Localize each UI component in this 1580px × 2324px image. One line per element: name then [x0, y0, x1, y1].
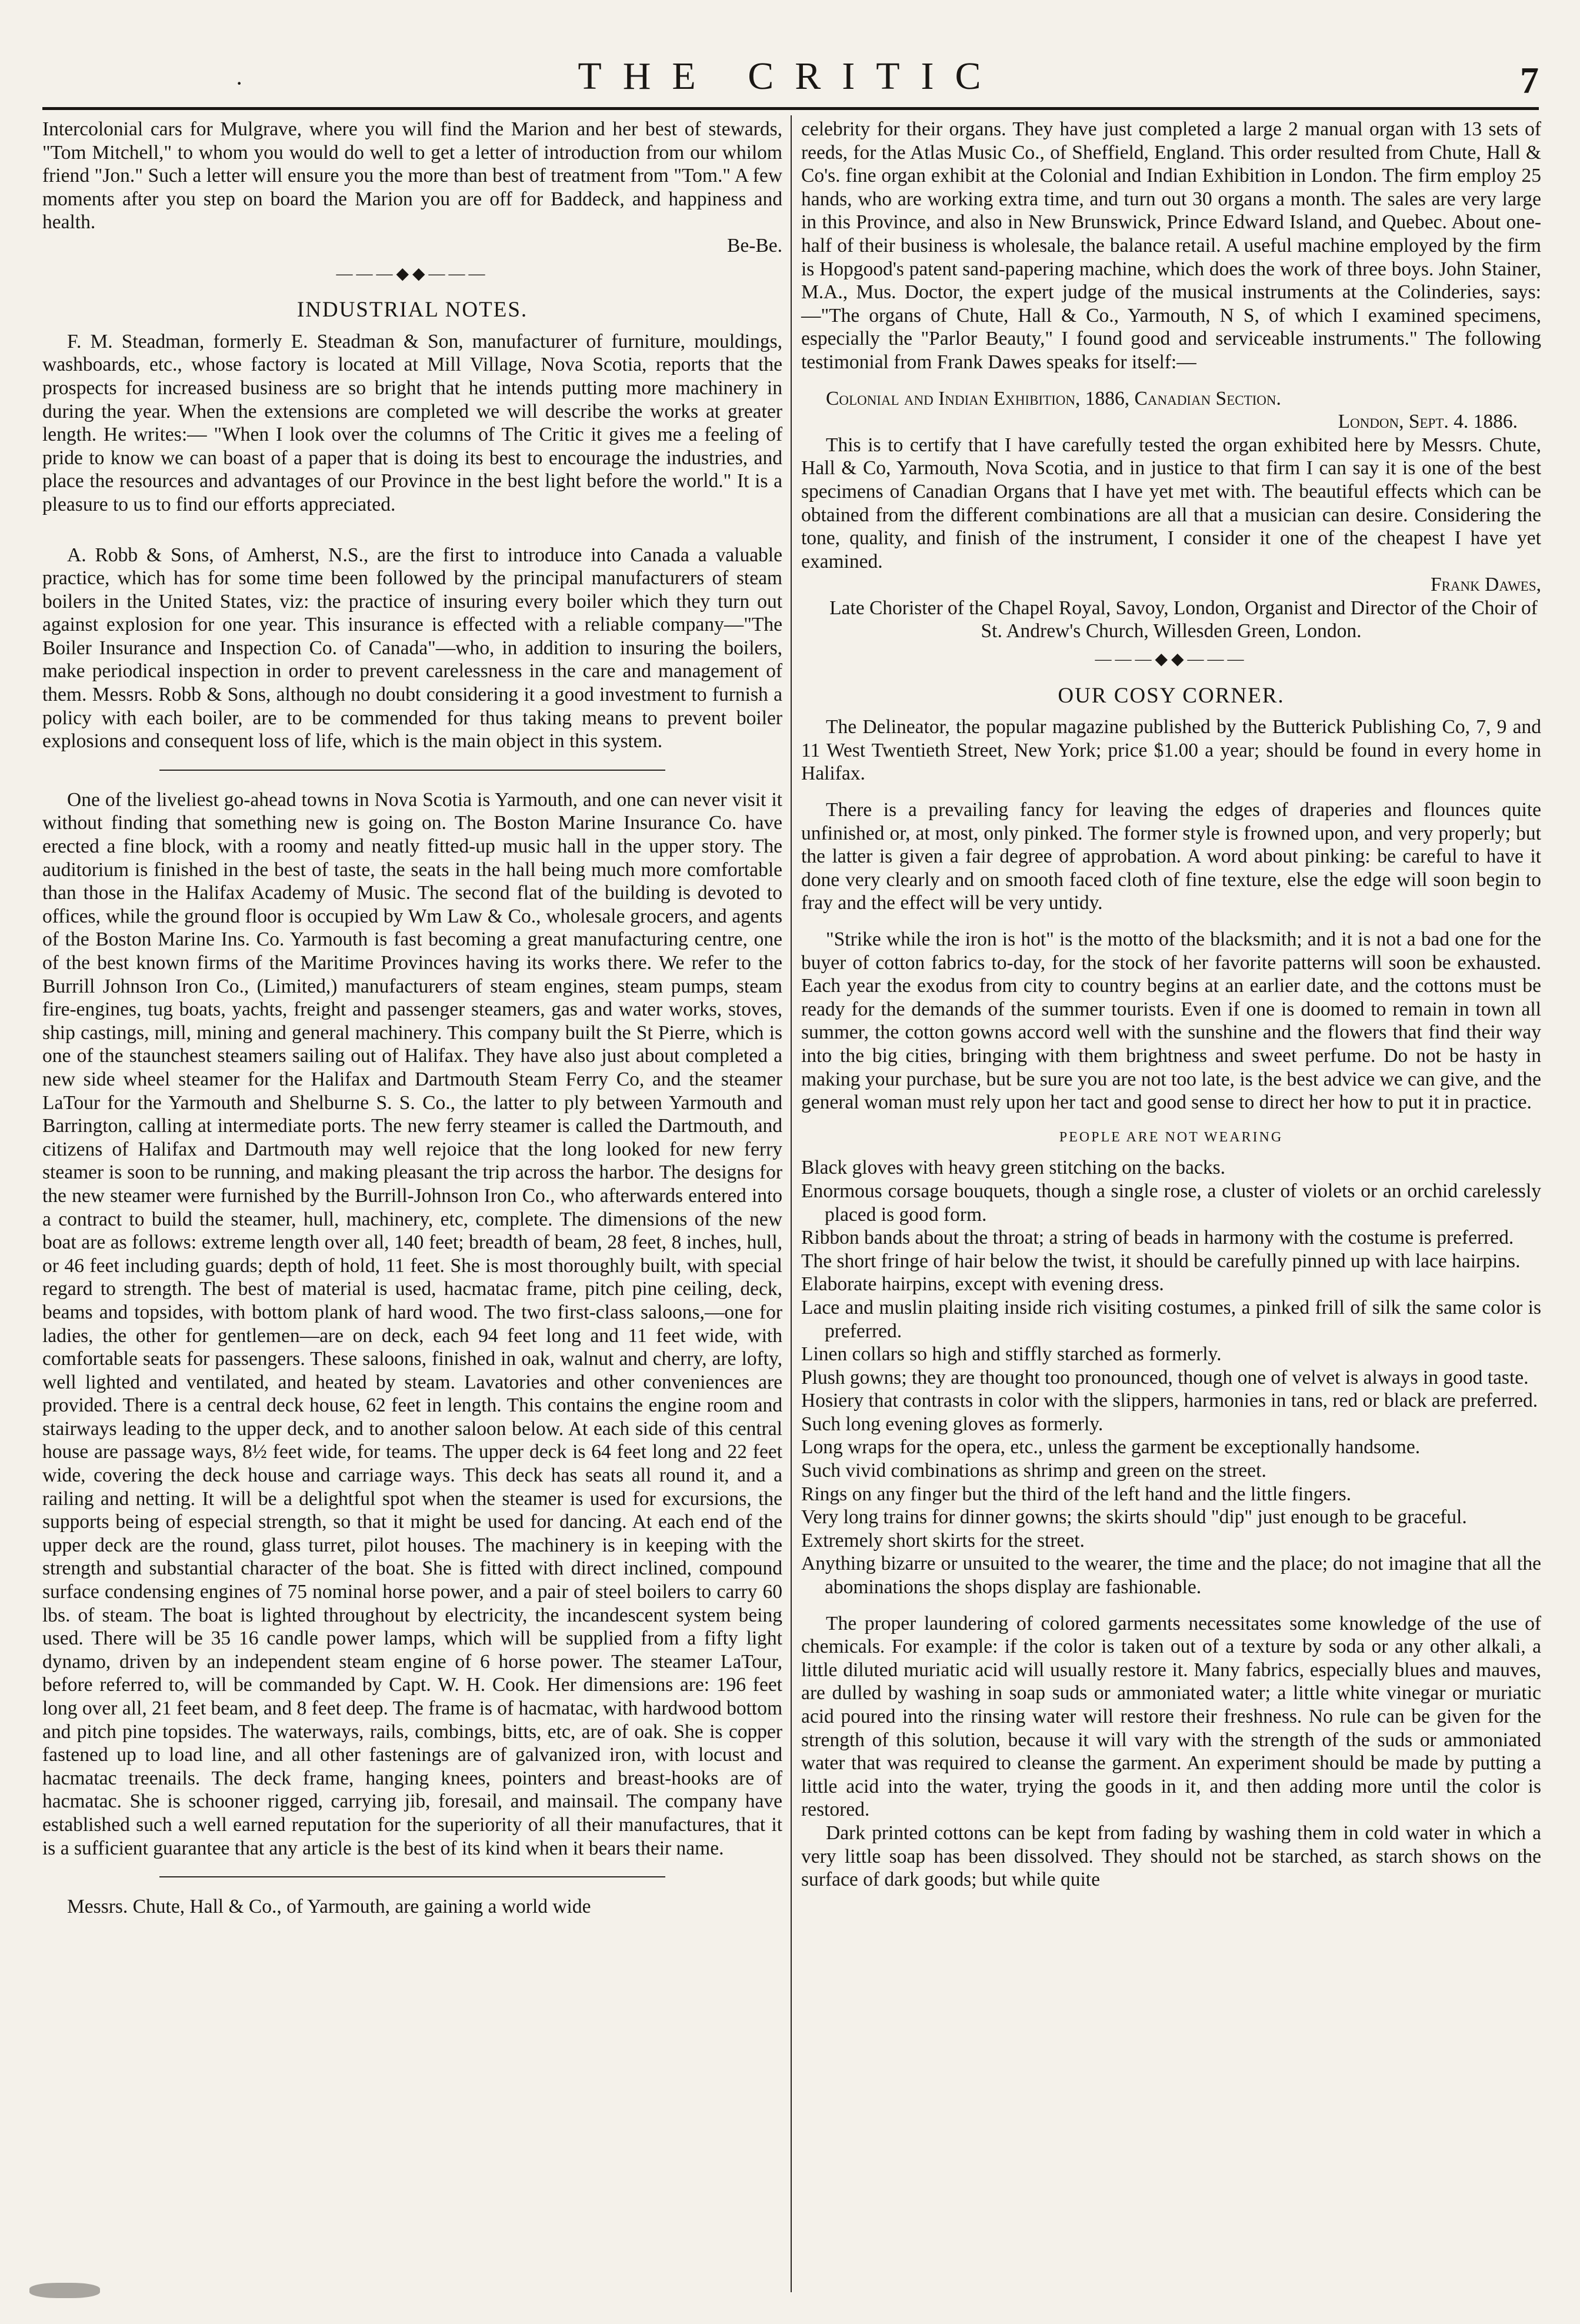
article-steadman: F. M. Steadman, formerly E. Steadman & Son, manufacturer of furniture, mouldings, washboards, etc., whose factory is located at Mill Village, Nova Scotia, reports that the prospects for increased business are so bright that he intends putting more machinery in during the year. When the extensions are completed we will describe the works at greater length. He writes:— "When I look over the columns of The Critic it gives me a feeling of pride to know we can boast of a paper that is doing its best to encourage the industries, and place the resources and advantages of our Province in the best light before the world." It is a pleasure to us to find our efforts appreciated.	[42, 330, 782, 515]
article-robb: A. Robb & Sons, of Amherst, N.S., are the first to introduce into Canada a valuable practice, which has for some time been followed by the principal manufacturers of steam boilers in the United States, viz: the practice of insuring every boiler which they turn out against explosion for one year. This insurance is effected with a reliable company—"The Boiler Insurance and Inspection Co. of Canada"—who, in addition to insuring the boilers, make periodical inspection in order to prevent carelessness in the care and management of them. Messrs. Robb & Sons, although no doubt considering it a good investment to furnish a policy with each boiler, are to be commended for thus taking means to prevent boiler explosions and consequent loss of life, which is the main object in this system.	[42, 544, 782, 753]
not-wearing-item: Enormous corsage bouquets, though a single rose, a cluster of violets or an orchid carelessly placed is good form.	[801, 1180, 1541, 1226]
section-ornament: ———◆◆———	[336, 264, 489, 283]
article-separator	[159, 1876, 665, 1877]
exhibition-line: Colonial and Indian Exhibition, 1886, Canadian Section.	[826, 387, 1281, 409]
article-yarmouth: One of the liveliest go-ahead towns in Nova Scotia is Yarmouth, and one can never visit it without finding that something new is going on. The Boston Marine Insurance Co. have erected a fine block, with a roomy and neatly fitted-up music hall in the upper story. The auditorium is finished in the best of taste, the seats in the hall being much more comfortable than those in the Halifax Academy of Music. The second flat of the building is devoted to offices, while the ground floor is occupied by Wm Law & Co., wholesale grocers, and agents of the Boston Marine Ins. Co. Yarmouth is fast becoming a great manufacturing centre, one of the best known firms of the Maritime Provinces having its works there. We refer to the Burrill Johnson Iron Co., (Limited,) manufacturers of steam engines, steam pumps, steam fire-engines, tug boats, yachts, freight and passenger steamers, gas and water works, stoves, ship castings, mill, mining and general machinery. This company built the St Pierre, which is one of the staunchest steamers sailing out of Halifax. They have also just about completed a new side wheel steamer for the Halifax and Dartmouth Steam Ferry Co, and the steamer LaTour for the Yarmouth and Shelburne S. S. Co., the latter to ply between Yarmouth and Barrington, calling at intermediate ports. The new ferry steamer is called the Dartmouth, and citizens of Halifax and Dartmouth may well rejoice that the long looked for new ferry steamer is soon to be running, and making pleasant the trip across the harbor. The designs for the new steamer were furnished by the Burrill-Johnson Iron Co., who afterwards entered into a contract to build the steamer, hull, machinery, etc, complete. The dimensions of the new boat are as follows: extreme length over all, 140 feet; breadth of beam, 28 feet, 8 inches, hull, or 46 feet including guards; depth of hold, 11 feet. She is most thoroughly built, with special regard to strength. The best of material is used, hacmatac frame, pitch pine ceiling, deck, beams and topsides, with bottom plank of hard wood. The two first-class saloons,—one for ladies, the other for gentlemen—are on deck, each 94 feet long and 11 feet wide, with comfortable seats for passengers. These saloons, finished in oak, walnut and cherry, are lofty, well lighted and ventilated, and heated by steam. Lavatories and other conveniences are provided. There is a central deck house, 62 feet in length. This contains the engine room and stairways leading to the upper deck, and to another saloon below. At each side of this central house are passage ways, 8½ feet wide, for teams. The upper deck is 64 feet long and 22 feet wide, covering the deck house and carriage ways. This deck has seats all round it, and a railing and netting. It will be a delightful spot when the steamer is used for excursions, the supports being of especial strength, so that it might be used for dancing. At each end of the upper deck are the round, glass turret, pilot houses. The machinery is in keeping with the strength and substantial character of the boat. She is fitted with direct inclined, compound surface condensing engines of 75 nominal horse power, and a pair of steel boilers to carry 60 lbs. of steam. The boat is lighted throughout by electricity, the incandescent system being used. There will be 35 16 candle power lamps, which will be supplied from a fifty light dynamo, driven by an independent steam engine of 6 horse power. The steamer LaTour, before referred to, will be commanded by Capt. W. H. Cook. Her dimensions are: 196 feet long over all, 21 feet beam, and 8 feet deep. The frame is of hacmatac, with hardwood bottom and pitch pine topsides. The waterways, rails, combings, bitts, etc, are of oak. She is copper fastened up to load line, and all other fastenings are of galvanized iron, with locust and hacmatac treenails. The deck frame, hanging knees, pointers and breast-hooks are of hacmatac. She is schooner rigged, carrying jib, foresail, and mainsail. The company have established such a well earned reputation for the superiority of all their manufactures, that it is a sufficient guarantee that any article is the best of its kind when it bears their name.	[42, 788, 782, 1859]
not-wearing-item: Lace and muslin plaiting inside rich visiting costumes, a pinked frill of silk the same color is preferred.	[801, 1296, 1541, 1342]
header-dot: ·	[235, 70, 244, 96]
left-column	[42, 118, 782, 1919]
not-wearing-item: Such vivid combinations as shrimp and green on the street.	[801, 1460, 1266, 1482]
not-wearing-item: The short fringe of hair below the twist, it should be carefully pinned up with lace hairpins.	[801, 1250, 1521, 1272]
not-wearing-item: Extremely short skirts for the street.	[801, 1529, 1085, 1551]
article-separator	[159, 770, 665, 771]
page-number: 7	[1520, 59, 1539, 101]
right-column	[801, 118, 1541, 1892]
cosy-delineator: The Delineator, the popular magazine published by the Butterick Publishing Co, 7, 9 and 11 West Twentieth Street, New York; price $1.00 a year; should be found in every home in Halifax.	[801, 716, 1541, 785]
header-rule	[42, 107, 1539, 110]
cosy-corner-heading: OUR COSY CORNER.	[1058, 683, 1285, 708]
intro-paragraph: Intercolonial cars for Mulgrave, where you will find the Marion and her best of stewards, "Tom Mitchell," to whom you would do well to get a letter of introduction from our whilom friend "Jon." Such a letter will ensure you the more than best of treatment from "Tom." A few moments after you step on board the Marion you are off for Baddeck, and happiness and health.	[42, 118, 782, 234]
not-wearing-item: Long wraps for the opera, etc., unless the garment be exceptionally handsome.	[801, 1436, 1421, 1459]
section-ornament: ———◆◆———	[1095, 650, 1248, 669]
not-wearing-item: Ribbon bands about the throat; a string of beads in harmony with the costume is preferred.	[801, 1227, 1514, 1249]
not-wearing-list	[801, 1156, 1541, 1599]
testimonial-signature-title: Late Chorister of the Chapel Royal, Savoy, London, Organist and Director of the Choir of St. Andrew's Church, Willesden Green, London.	[829, 597, 1538, 642]
article-chute-hall-continued: celebrity for their organs. They have just completed a large 2 manual organ with 13 sets of reeds, for the Atlas Music Co., of Sheffield, England. This order resulted from Chute, Hall & Co's. fine organ exhibit at the Colonial and Indian Exhibition in London. The firm employ 25 hands, who are working extra time, and turn out 30 organs a month. The sales are very large in this Province, and also in New Brunswick, Prince Edward Island, and Quebec. About one-half of their business is wholesale, the balance retail. A useful machine employed by the firm is Hopgood's patent sand-papering machine, which does the work of three boys. John Stainer, M.A., Mus. Doctor, the expert judge of the musical instruments at the Colinderies, says:—"The organs of Chute, Hall & Co., Yarmouth, N S, of which I examined specimens, especially the "Parlor Beauty," I found good and serviceable instruments." The following testimonial from Frank Dawes speaks for itself:—	[801, 118, 1541, 373]
not-wearing-item: Plush gowns; they are thought too pronounced, though one of velvet is always in good taste.	[801, 1366, 1529, 1389]
cosy-dark-cottons: Dark printed cottons can be kept from fading by washing them in cold water in which a very little soap has been dissolved. They should not be starched, as starch shows on the surface of dark goods; but while quite	[801, 1822, 1541, 1891]
masthead-title: THE CRITIC	[578, 55, 1002, 98]
testimonial-letter: This is to certify that I have carefully tested the organ exhibited here by Messrs. Chute, Hall & Co, Yarmouth, Nova Scotia, and in justice to that firm I can say it is one of the best specimens of Canadian Organs that I have yet met with. The beautiful effects which can be obtained from the different combinations are all that a musician can desire. Considering the tone, quality, and finish of the instrument, I consider it one of the cheapest I have yet examined.	[801, 434, 1541, 572]
industrial-notes-heading: INDUSTRIAL NOTES.	[296, 298, 528, 322]
letter-dateline: London, Sept. 4. 1886.	[1338, 411, 1518, 433]
intro-signature: Be-Be.	[727, 234, 782, 257]
not-wearing-item: Rings on any finger but the third of the left hand and the little fingers.	[801, 1483, 1351, 1505]
not-wearing-item: Anything bizarre or unsuited to the wearer, the time and the place; do not imagine that all the abominations the shops display are fashionable.	[801, 1553, 1541, 1599]
not-wearing-item: Very long trains for dinner gowns; the skirts should "dip" just enough to be graceful.	[801, 1506, 1467, 1529]
testimonial-signature-name: Frank Dawes,	[1430, 574, 1541, 596]
not-wearing-item: Hosiery that contrasts in color with the slippers, harmonies in tans, red or black are preferred.	[801, 1390, 1538, 1412]
not-wearing-item: Linen collars so high and stiffly starched as formerly.	[801, 1343, 1222, 1366]
not-wearing-item: Such long evening gloves as formerly.	[801, 1413, 1104, 1435]
article-chute-hall: Messrs. Chute, Hall & Co., of Yarmouth, are gaining a world wide	[67, 1896, 591, 1918]
not-wearing-heading: PEOPLE ARE NOT WEARING	[1059, 1129, 1284, 1145]
not-wearing-item: Elaborate hairpins, except with evening dress.	[801, 1273, 1164, 1296]
cosy-cottons: "Strike while the iron is hot" is the motto of the blacksmith; and it is not a bad one for the buyer of cotton fabrics to-day, for the stock of her favorite patterns will soon be exhausted. Each year the exodus from city to country begins at an earlier date, and the cottons must be ready for the demands of the summer tourists. Even if one is doomed to remain in town all summer, the cotton gowns accord well with the sunshine and the flowers that find their way into the big cities, bringing with them brightness and sweet perfume. Do not be hasty in making your purchase, but be sure you are not too late, is the best advice we can give, and the general woman must rely upon her tact and good sense to direct her how to put it in practice.	[801, 928, 1541, 1114]
not-wearing-item: Black gloves with heavy green stitching on the backs.	[801, 1157, 1226, 1179]
column-divider	[791, 115, 792, 2292]
cosy-laundering: The proper laundering of colored garments necessitates some knowledge of the use of chemicals. For example: if the color is taken out of a texture by soda or any other alkali, a little diluted muriatic acid will usually restore it. Many fabrics, especially blues and mauves, are dulled by washing in soap suds or ammoniated water; a little white vinegar or muriatic acid poured into the rinsing water will restore their freshness. No rule can be given for the strength of this solution, because it will vary with the strength of the suds or ammoniated water that was required to cleanse the garment. An experiment should be made by putting a little acid into the water, trying the goods in it, and then adding more until the color is restored.	[801, 1612, 1541, 1821]
cosy-pinking: There is a prevailing fancy for leaving the edges of draperies and flounces quite unfinished or, at most, only pinked. The former style is frowned upon, and very properly; but the latter is given a fair degree of approbation. A word about pinking: be careful to have it done very clearly and on smooth faced cloth of fine texture, else the edge will soon begin to fray and the effect will be very untidy.	[801, 799, 1541, 914]
ink-blot	[29, 2283, 100, 2298]
